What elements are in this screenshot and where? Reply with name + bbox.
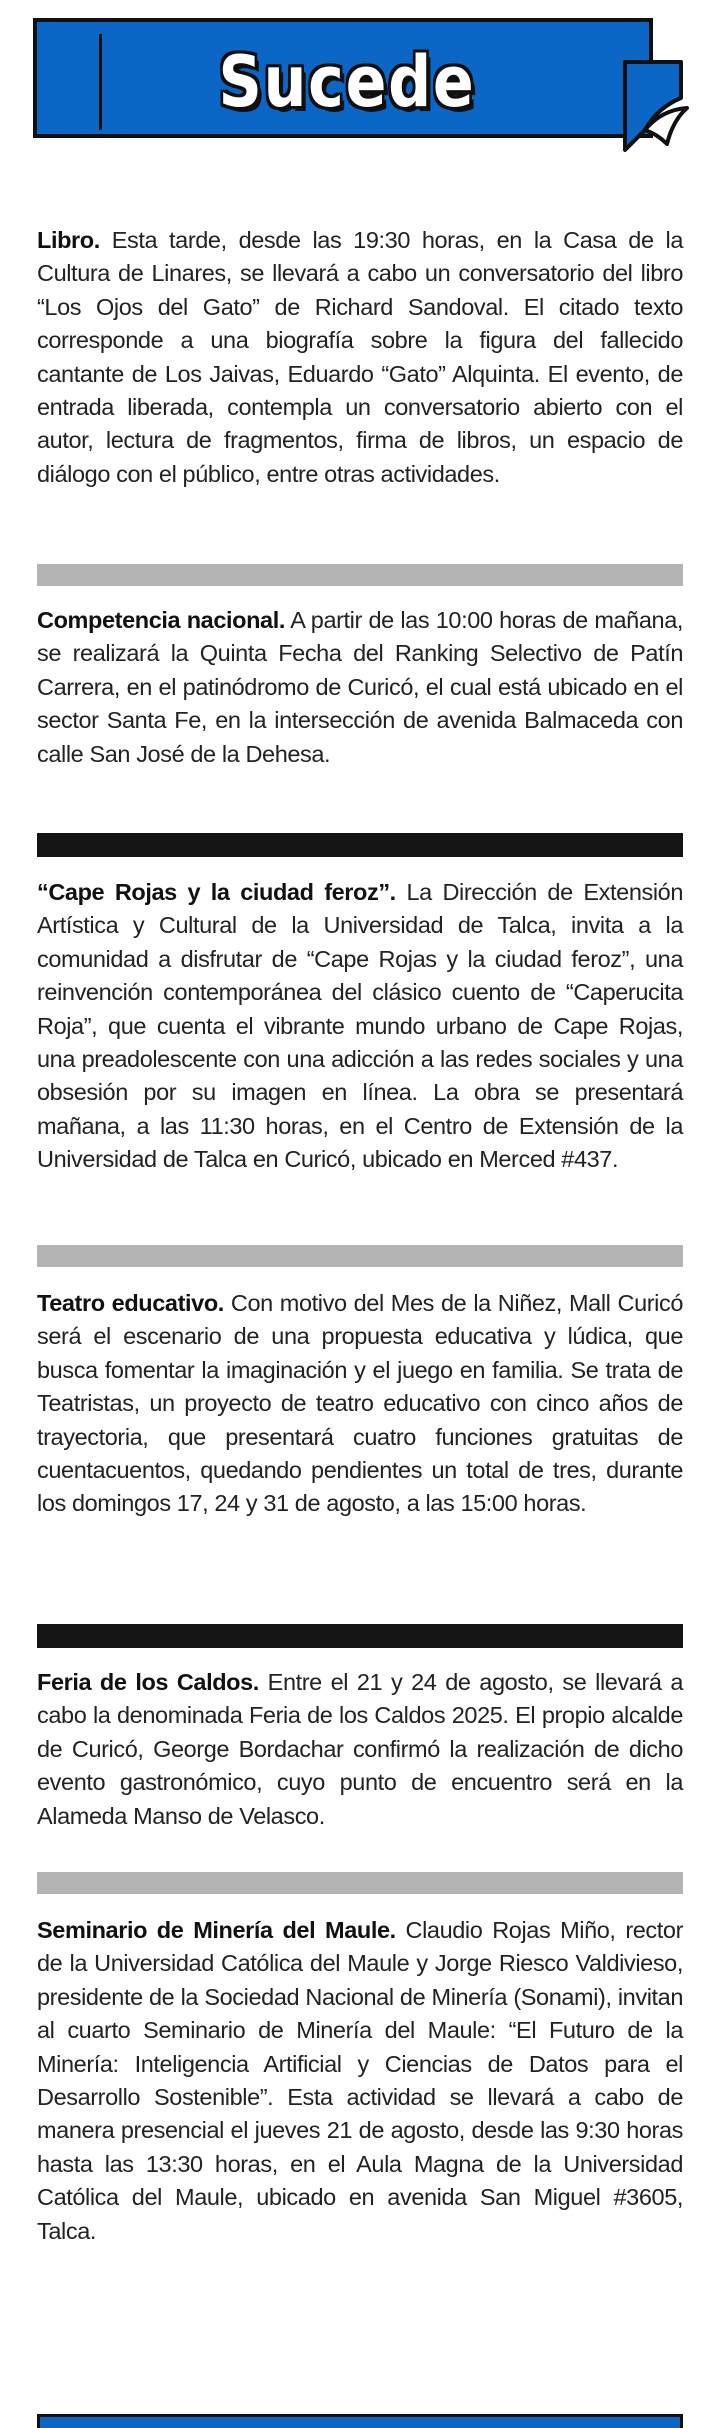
article-body: Entre el 21 y 24 de agosto, se llevará a cabo la denominada Feria de los Caldos 2025. El propio alcalde de Curicó, George Bordachar confirmó la realización de dicho evento gastronómico, cuyo punto de encuentro será en la Alameda Manso de Velasco. bbox=[37, 1669, 683, 1829]
separator-gray bbox=[37, 1872, 683, 1894]
page-curl-icon bbox=[621, 58, 691, 154]
separator-black bbox=[37, 833, 683, 857]
banner-box bbox=[33, 18, 653, 138]
article-lead: “Cape Rojas y la ciudad feroz”. bbox=[37, 879, 396, 905]
article-body: Claudio Rojas Miño, rector de la Universidad Católica del Maule y Jorge Riesco Valdivieso, presidente de la Sociedad Nacional de Minería (Sonami), invitan al cuarto Seminario de Minería del Maule: “El Futuro de la Minería: Inteligencia Artificial y Ciencias de Datos para el Desarrollo Sostenible”. Esta actividad se llevará a cabo de manera presencial el jueves 21 de agosto, desde las 9:30 horas hasta las 13:30 horas, en el Aula Magna de la Universidad Católica del Maule, ubicado en avenida San Miguel #3605, Talca. bbox=[37, 1917, 683, 2244]
article-cape-rojas bbox=[37, 876, 683, 1177]
article-body: La Dirección de Extensión Artística y Cultural de la Universidad de Talca, invita a la comunidad a disfrutar de “Cape Rojas y la ciudad feroz”, una reinvención contemporánea del clásico cuento de “Caperucita Roja”, que cuenta el vibrante mundo urbano de Cape Rojas, una preadolescente con una adicción a las redes sociales y una obsesión por su imagen en línea. La obra se presentará mañana, a las 11:30 horas, en el Centro de Extensión de la Universidad de Talca en Curicó, ubicado en Merced #437. bbox=[37, 879, 684, 1173]
article-competencia-nacional bbox=[37, 604, 683, 771]
separator-black bbox=[37, 1624, 683, 1648]
article-feria-de-los-caldos bbox=[37, 1666, 683, 1833]
article-libro bbox=[37, 224, 683, 491]
article-teatro-educativo bbox=[37, 1287, 683, 1521]
separator-gray bbox=[37, 564, 683, 586]
article-body: Con motivo del Mes de la Niñez, Mall Curicó será el escenario de una propuesta educativa y lúdica, que busca fomentar la imaginación y el juego en familia. Se trata de Teatristas, un proyecto de teatro educativo con cinco años de trayectoria, que presentará cuatro funciones gratuitas de cuentacuentos, quedando pendientes un total de tres, durante los domingos 17, 24 y 31 de agosto, a las 15:00 horas. bbox=[37, 1290, 684, 1517]
section-banner bbox=[33, 18, 689, 138]
separator-gray bbox=[37, 1245, 683, 1267]
article-lead: Seminario de Minería del Maule. bbox=[37, 1917, 396, 1943]
article-lead: Libro. bbox=[37, 227, 100, 253]
bottom-banner-edge bbox=[37, 2414, 683, 2428]
article-seminario-mineria bbox=[37, 1914, 683, 2248]
article-body: Esta tarde, desde las 19:30 horas, en la Casa de la Cultura de Linares, se llevará a cabo un conversatorio del libro “Los Ojos del Gato” de Richard Sandoval. El citado texto corresponde a una biografía sobre la figura del fallecido cantante de Los Jaivas, Eduardo “Gato” Alquinta. El evento, de entrada liberada, contempla un conversatorio abierto con el autor, lectura de fragmentos, firma de libros, un espacio de diálogo con el público, entre otras actividades. bbox=[37, 227, 683, 487]
article-lead: Teatro educativo. bbox=[37, 1290, 224, 1316]
article-lead: Competencia nacional. bbox=[37, 607, 285, 633]
section-title: Sucede bbox=[218, 41, 476, 123]
article-lead: Feria de los Caldos. bbox=[37, 1669, 259, 1695]
article-body: A partir de las 10:00 horas de mañana, se realizará la Quinta Fecha del Ranking Selectivo de Patín Carrera, en el patinódromo de Curicó, el cual está ubicado en el sector Santa Fe, en la intersección de avenida Balmaceda con calle San José de la Dehesa. bbox=[37, 607, 683, 767]
